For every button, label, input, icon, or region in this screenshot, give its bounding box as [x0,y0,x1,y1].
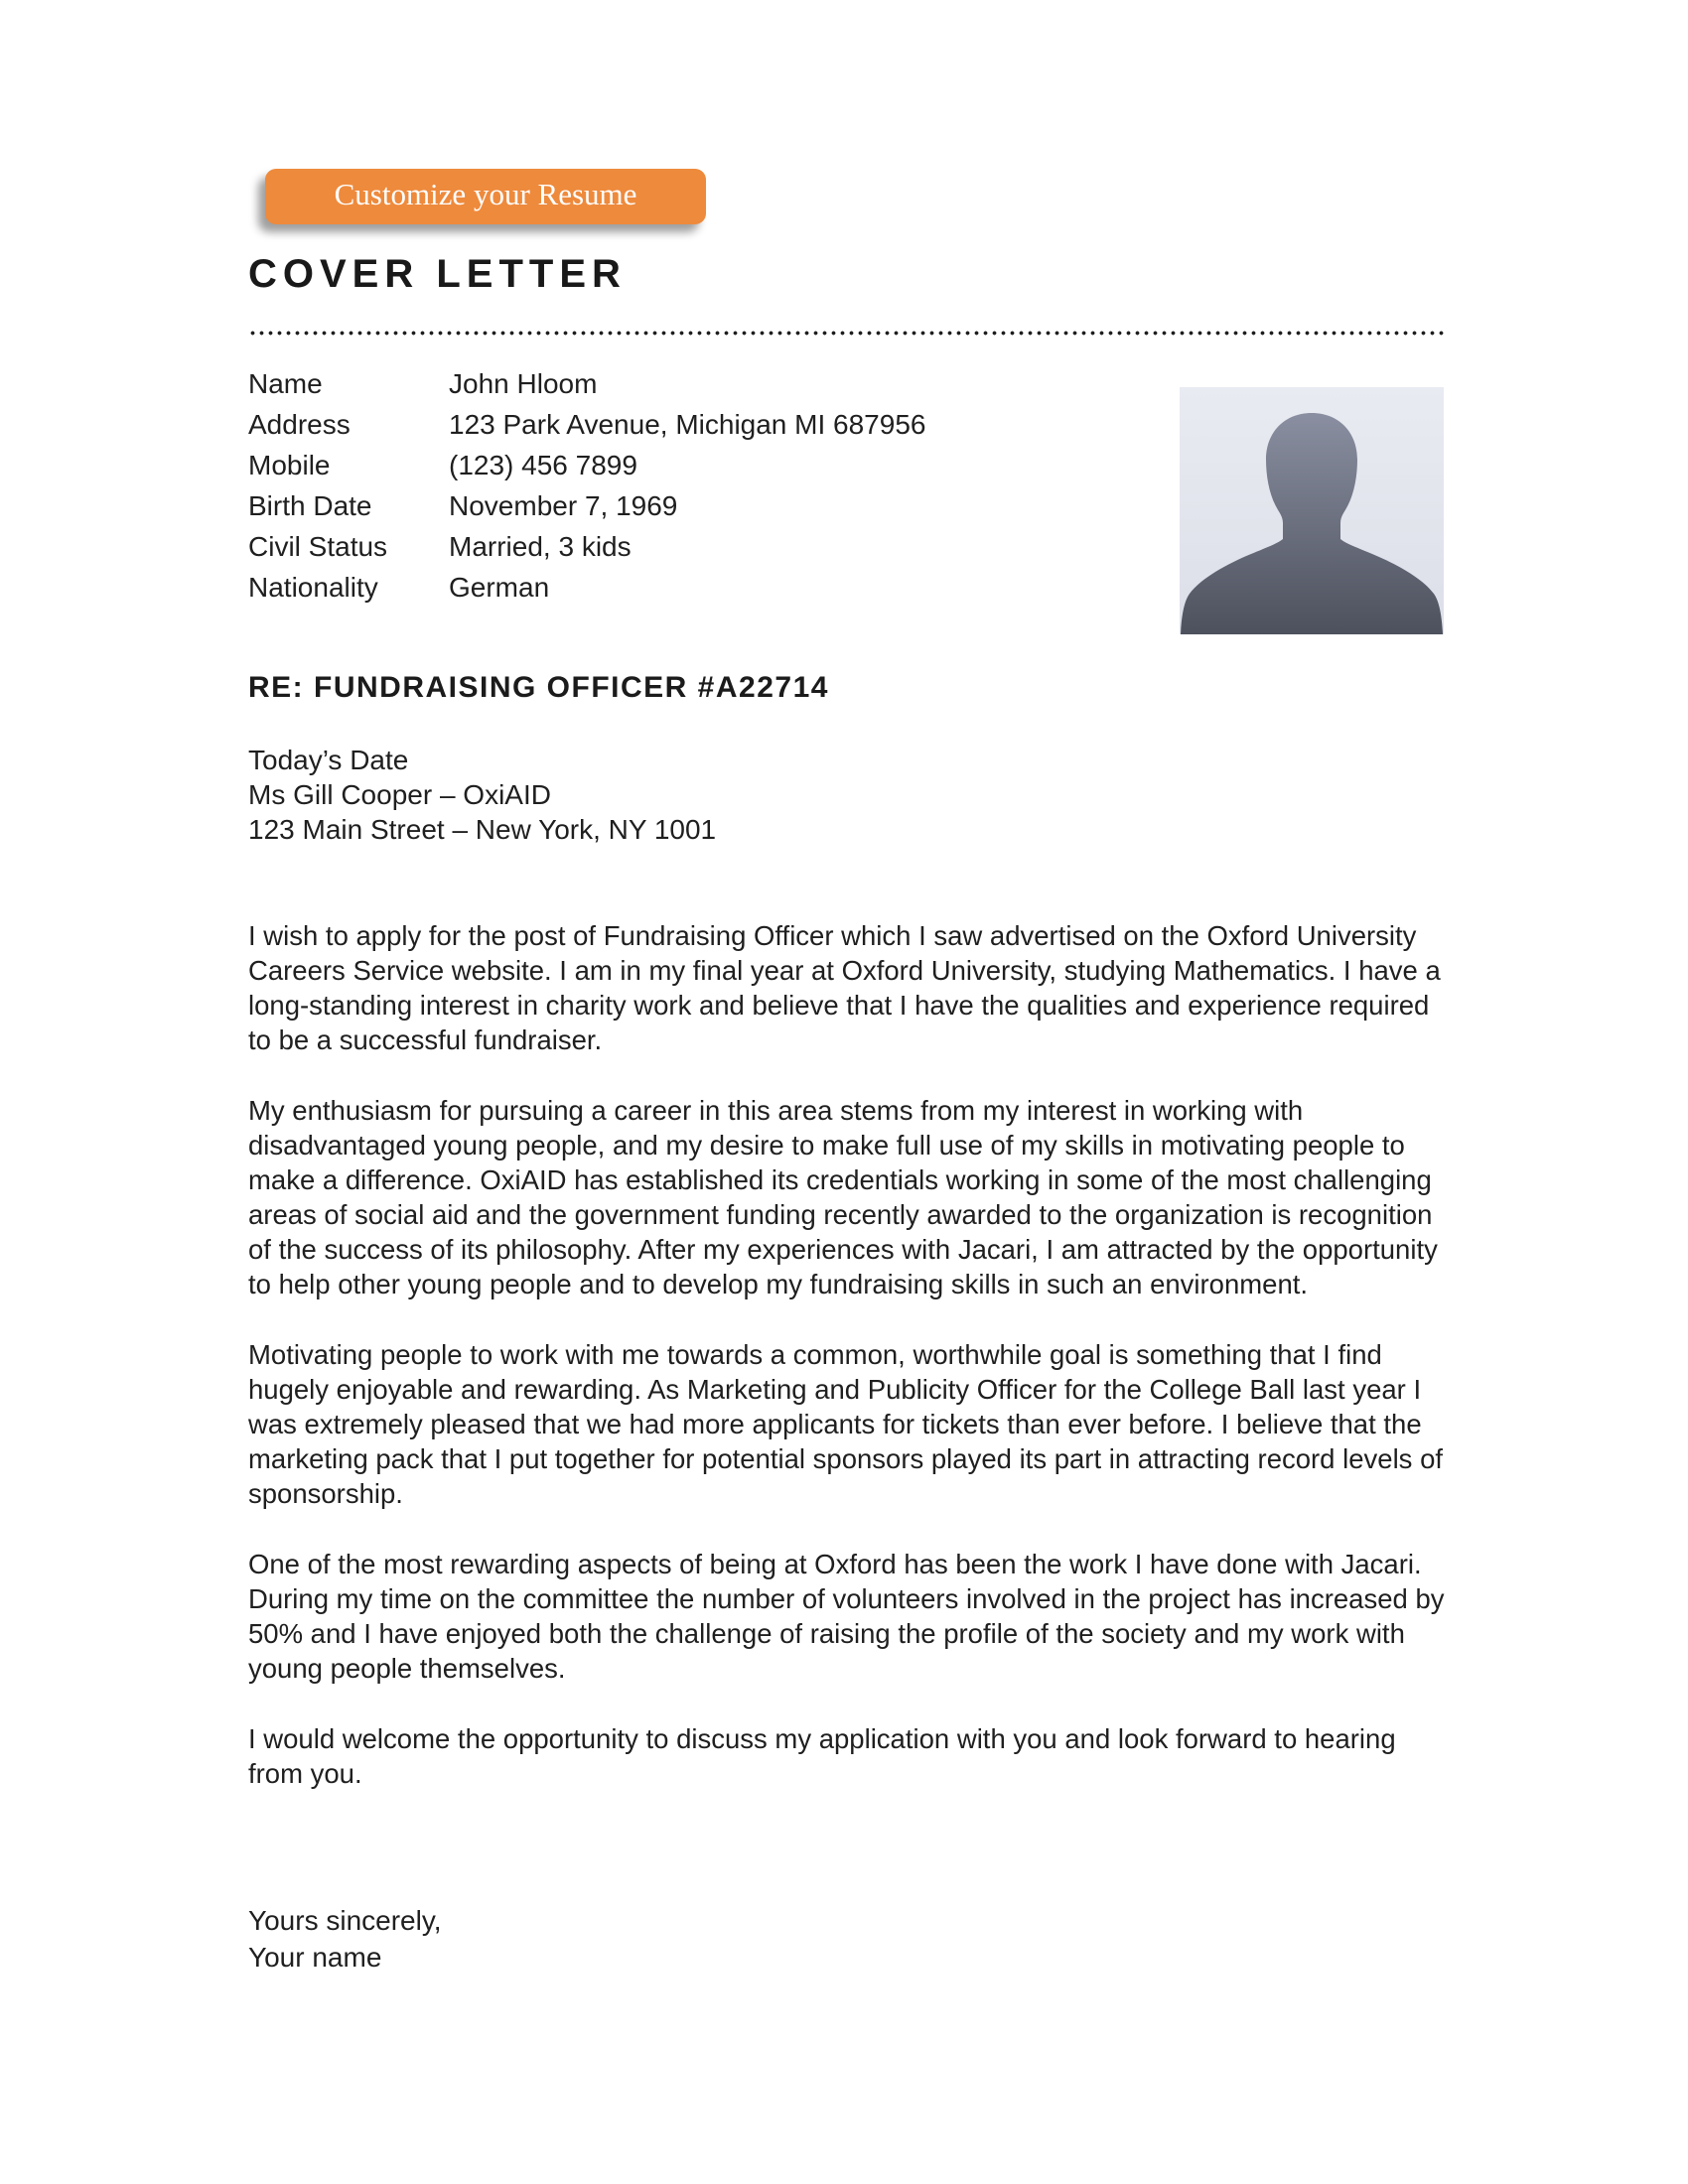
info-value: Married, 3 kids [449,531,632,562]
info-value: German [449,572,550,603]
info-label: Address [248,409,351,440]
person-silhouette-icon [1180,387,1444,634]
recipient-block [248,743,716,847]
profile-photo [1180,387,1444,634]
info-value: November 7, 1969 [449,490,678,521]
info-label: Mobile [248,450,331,480]
letter-body [248,918,1448,1827]
dotted-divider [248,331,1446,336]
subject-line: RE: FUNDRAISING OFFICER #A22714 [248,671,829,704]
customize-resume-button[interactable]: Customize your Resume [265,169,706,224]
info-row-birth-date [248,485,925,526]
closing-salutation: Yours sincerely, [248,1905,442,1936]
info-row-civil-status [248,526,925,567]
page-title: COVER LETTER [248,252,627,296]
paragraph-intro: I wish to apply for the post of Fundraising Officer which I saw advertised on the Oxford University Careers Service website. I am in my final year at Oxford University, studying Mathematics. I have a long-standing interest in charity work and believe that I have the qualities and experience required to be a successful fundraiser. [248,920,1441,1055]
info-row-nationality [248,567,925,608]
info-label: Name [248,368,323,399]
info-label: Nationality [248,572,378,603]
closing-block [248,1902,442,1976]
info-label: Birth Date [248,490,372,521]
closing-signature: Your name [248,1942,382,1973]
recipient-date-line: Today’s Date [248,745,409,775]
recipient-address-line: 123 Main Street – New York, NY 1001 [248,814,717,845]
info-value: (123) 456 7899 [449,450,637,480]
info-row-address [248,404,925,445]
info-value: 123 Park Avenue, Michigan MI 687956 [449,409,926,440]
personal-info-block [248,363,925,608]
info-label: Civil Status [248,531,388,562]
info-row-mobile [248,445,925,485]
info-row-name [248,363,925,404]
recipient-name-line: Ms Gill Cooper – OxiAID [248,779,551,810]
paragraph-welcome: I would welcome the opportunity to discuss my application with you and look forward to hearing from you. [248,1723,1396,1789]
paragraph-enthusiasm: My enthusiasm for pursuing a career in this area stems from my interest in working with disadvantaged young people, and my desire to make full use of my skills in motivating people to make a difference. OxiAID has established its credentials working in some of the most challenging areas of social aid and the government funding recently awarded to the organization is recognition of the success of its philosophy. After my experiences with Jacari, I am attracted by the opportunity to help other young people and to develop my fundraising skills in such an environment. [248,1095,1438,1299]
info-value: John Hloom [449,368,598,399]
paragraph-motivating: Motivating people to work with me towards a common, worthwhile goal is something that I find hugely enjoyable and rewarding. As Marketing and Publicity Officer for the College Ball last year I was extremely pleased that we had more applicants for tickets than ever before. I believe that the marketing pack that I put together for potential sponsors played its part in attracting record levels of sponsorship. [248,1339,1444,1509]
paragraph-jacari: One of the most rewarding aspects of being at Oxford has been the work I have done with Jacari. During my time on the committee the number of volunteers involved in the project has increased by 50% and I have enjoyed both the challenge of raising the profile of the society and my work with young people themselves. [248,1549,1445,1684]
